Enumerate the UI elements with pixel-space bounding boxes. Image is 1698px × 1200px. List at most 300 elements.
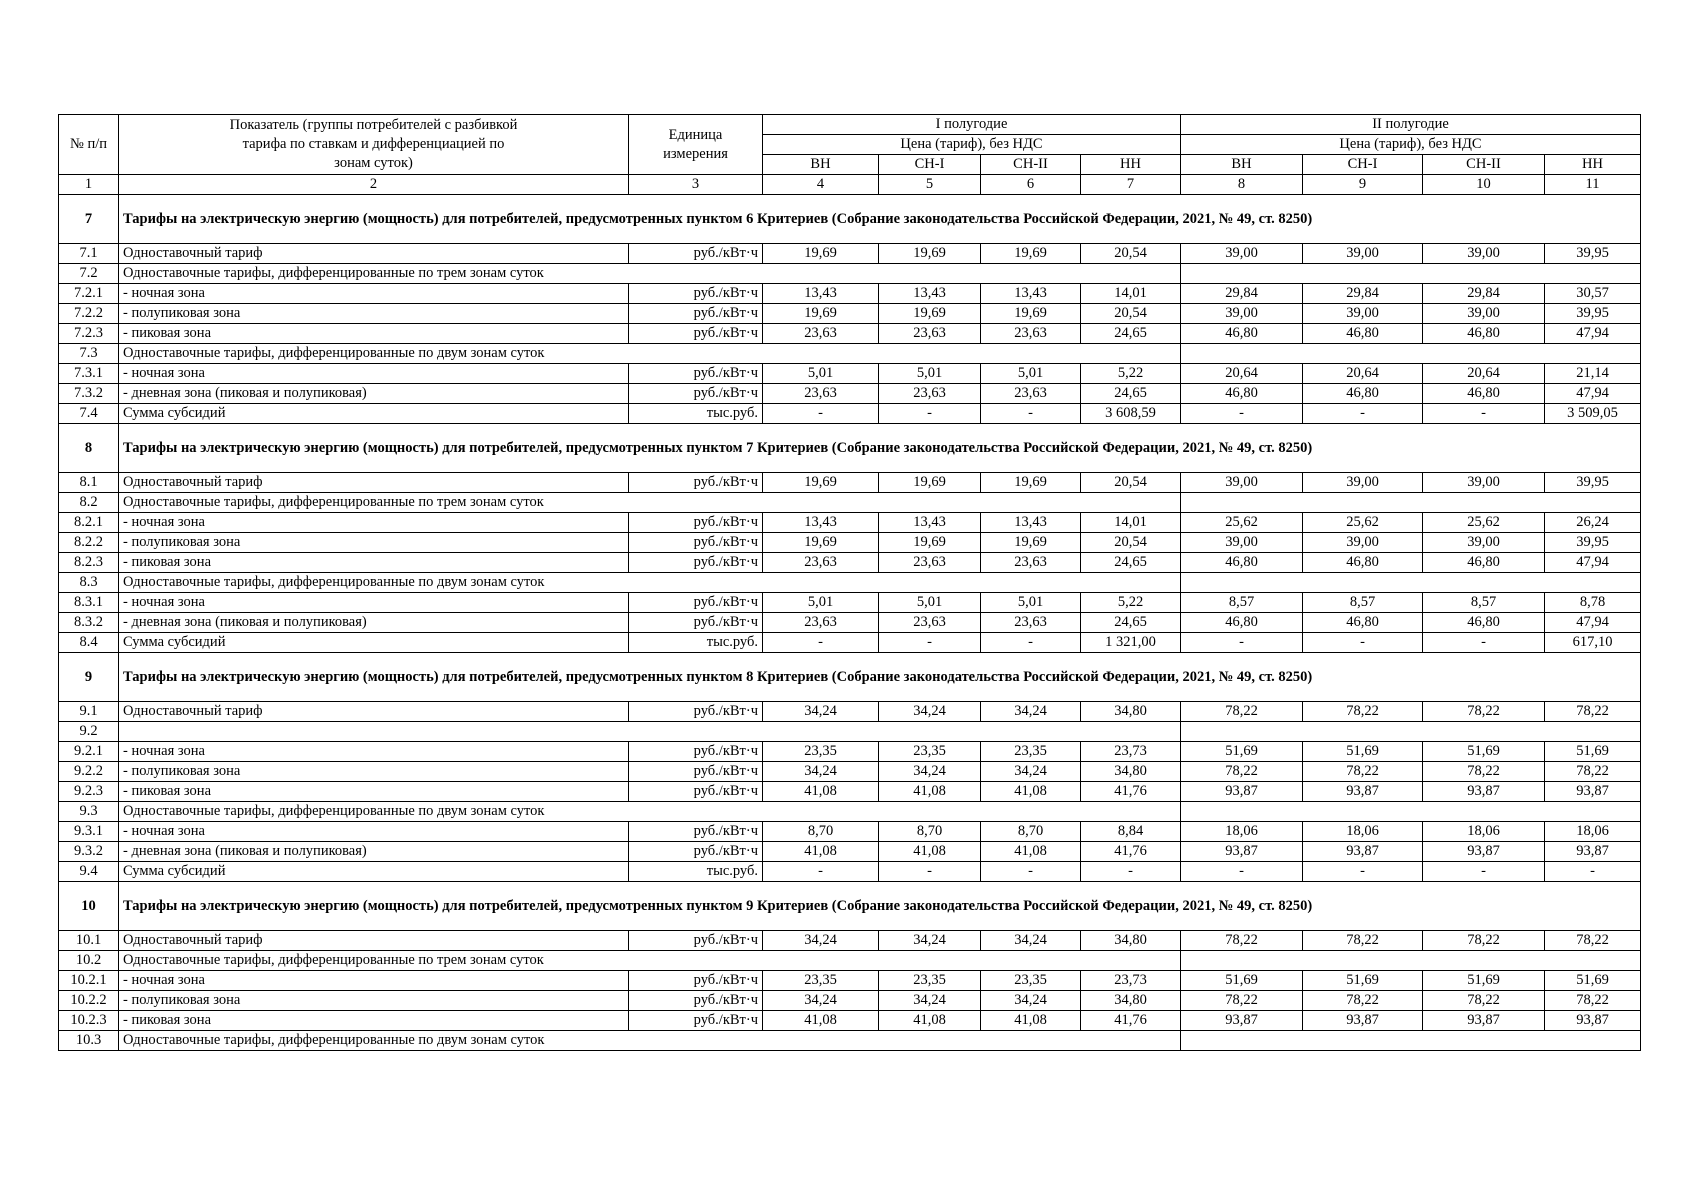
- value-cell: 78,22: [1423, 702, 1545, 722]
- value-cell: 41,08: [879, 1011, 981, 1031]
- row-unit: тыс.руб.: [629, 862, 763, 882]
- column-number: 11: [1545, 175, 1641, 195]
- value-cell: -: [1181, 862, 1303, 882]
- value-cell: 13,43: [981, 513, 1081, 533]
- group-empty: [1181, 1031, 1641, 1051]
- value-cell: 23,63: [879, 553, 981, 573]
- value-cell: 30,57: [1545, 284, 1641, 304]
- value-cell: 39,00: [1181, 533, 1303, 553]
- row-indicator: - ночная зона: [119, 971, 629, 991]
- value-cell: 39,00: [1181, 473, 1303, 493]
- value-cell: 23,63: [879, 324, 981, 344]
- value-cell: 5,01: [763, 593, 879, 613]
- row-indicator: Сумма субсидий: [119, 862, 629, 882]
- row-unit: руб./кВт·ч: [629, 593, 763, 613]
- value-cell: 39,00: [1303, 473, 1423, 493]
- value-cell: -: [1303, 404, 1423, 424]
- value-cell: 23,35: [763, 971, 879, 991]
- value-cell: 14,01: [1081, 284, 1181, 304]
- value-cell: 39,00: [1423, 244, 1545, 264]
- value-cell: 14,01: [1081, 513, 1181, 533]
- value-cell: 18,06: [1303, 822, 1423, 842]
- column-number: 4: [763, 175, 879, 195]
- header-half1: I полугодие: [763, 115, 1181, 135]
- value-cell: 19,69: [763, 244, 879, 264]
- row-number: 8.3: [59, 573, 119, 593]
- value-cell: 78,22: [1545, 991, 1641, 1011]
- value-cell: 25,62: [1181, 513, 1303, 533]
- row-number: 9.3: [59, 802, 119, 822]
- value-cell: 19,69: [763, 473, 879, 493]
- value-cell: -: [1181, 633, 1303, 653]
- group-label: Одноставочные тарифы, дифференцированные по двум зонам суток: [119, 802, 1181, 822]
- group-label: Одноставочные тарифы, дифференцированные по трем зонам суток: [119, 951, 1181, 971]
- table-row: [59, 364, 1641, 384]
- row-indicator: - полупиковая зона: [119, 304, 629, 324]
- row-unit: руб./кВт·ч: [629, 324, 763, 344]
- value-cell: 13,43: [879, 284, 981, 304]
- group-empty: [1181, 344, 1641, 364]
- value-cell: 13,43: [879, 513, 981, 533]
- value-cell: -: [1423, 862, 1545, 882]
- section-number: 9: [59, 653, 119, 702]
- row-number: 9.3.1: [59, 822, 119, 842]
- value-cell: 41,08: [981, 782, 1081, 802]
- value-cell: 46,80: [1303, 324, 1423, 344]
- value-cell: 78,22: [1545, 931, 1641, 951]
- row-indicator: - пиковая зона: [119, 553, 629, 573]
- row-indicator: Одноставочный тариф: [119, 244, 629, 264]
- row-unit: руб./кВт·ч: [629, 533, 763, 553]
- value-cell: 34,24: [981, 762, 1081, 782]
- row-unit: руб./кВт·ч: [629, 842, 763, 862]
- header-level: ВН: [1181, 155, 1303, 175]
- value-cell: 5,01: [879, 364, 981, 384]
- value-cell: 20,64: [1303, 364, 1423, 384]
- value-cell: 24,65: [1081, 324, 1181, 344]
- value-cell: 23,35: [981, 742, 1081, 762]
- value-cell: 34,80: [1081, 991, 1181, 1011]
- value-cell: -: [1545, 862, 1641, 882]
- row-number: 9.3.2: [59, 842, 119, 862]
- value-cell: 39,00: [1423, 304, 1545, 324]
- group-row: [59, 1031, 1641, 1051]
- section-row: [59, 653, 1641, 702]
- value-cell: 23,63: [879, 613, 981, 633]
- value-cell: 23,35: [763, 742, 879, 762]
- value-cell: -: [1303, 633, 1423, 653]
- table-row: [59, 404, 1641, 424]
- value-cell: 23,63: [763, 384, 879, 404]
- value-cell: 78,22: [1423, 991, 1545, 1011]
- table-row: [59, 633, 1641, 653]
- row-number: 8.2.1: [59, 513, 119, 533]
- value-cell: -: [981, 404, 1081, 424]
- row-number: 8.2.2: [59, 533, 119, 553]
- value-cell: 34,80: [1081, 931, 1181, 951]
- row-unit: руб./кВт·ч: [629, 971, 763, 991]
- value-cell: 93,87: [1545, 1011, 1641, 1031]
- value-cell: -: [1081, 862, 1181, 882]
- section-number: 8: [59, 424, 119, 473]
- value-cell: 41,08: [763, 782, 879, 802]
- value-cell: 39,95: [1545, 473, 1641, 493]
- value-cell: 8,57: [1303, 593, 1423, 613]
- row-number: 10.2.2: [59, 991, 119, 1011]
- section-title: Тарифы на электрическую энергию (мощность) для потребителей, предусмотренных пунктом 6 Критериев (Собрание законодательства Российской Федерации, 2021, № 49, ст. 8250): [119, 195, 1641, 244]
- value-cell: -: [1423, 633, 1545, 653]
- value-cell: 24,65: [1081, 553, 1181, 573]
- header-unit: Единица измерения: [629, 115, 763, 175]
- row-indicator: - дневная зона (пиковая и полупиковая): [119, 384, 629, 404]
- value-cell: 23,63: [981, 324, 1081, 344]
- value-cell: 46,80: [1303, 613, 1423, 633]
- value-cell: 51,69: [1545, 742, 1641, 762]
- row-indicator: - пиковая зона: [119, 782, 629, 802]
- row-number: 7.3.2: [59, 384, 119, 404]
- row-indicator: - ночная зона: [119, 593, 629, 613]
- value-cell: 18,06: [1545, 822, 1641, 842]
- value-cell: 23,63: [763, 324, 879, 344]
- group-row: [59, 264, 1641, 284]
- value-cell: 25,62: [1423, 513, 1545, 533]
- table-row: [59, 473, 1641, 493]
- value-cell: 51,69: [1545, 971, 1641, 991]
- table-row: [59, 931, 1641, 951]
- value-cell: 34,80: [1081, 762, 1181, 782]
- value-cell: -: [763, 862, 879, 882]
- header-level: НН: [1081, 155, 1181, 175]
- value-cell: 20,54: [1081, 473, 1181, 493]
- row-indicator: Одноставочный тариф: [119, 473, 629, 493]
- value-cell: 8,78: [1545, 593, 1641, 613]
- value-cell: 51,69: [1181, 742, 1303, 762]
- row-unit: руб./кВт·ч: [629, 513, 763, 533]
- section-row: [59, 195, 1641, 244]
- value-cell: -: [981, 862, 1081, 882]
- row-number: 9.2: [59, 722, 119, 742]
- value-cell: 34,24: [879, 762, 981, 782]
- value-cell: -: [879, 633, 981, 653]
- value-cell: 5,01: [981, 364, 1081, 384]
- value-cell: 23,63: [763, 553, 879, 573]
- value-cell: 93,87: [1303, 842, 1423, 862]
- row-indicator: Одноставочный тариф: [119, 702, 629, 722]
- value-cell: 19,69: [981, 244, 1081, 264]
- column-number: 6: [981, 175, 1081, 195]
- value-cell: 8,57: [1181, 593, 1303, 613]
- table-row: [59, 782, 1641, 802]
- row-indicator: - ночная зона: [119, 822, 629, 842]
- header-level: ВН: [763, 155, 879, 175]
- table-row: [59, 842, 1641, 862]
- row-unit: руб./кВт·ч: [629, 1011, 763, 1031]
- value-cell: 93,87: [1303, 1011, 1423, 1031]
- row-number: 10.2.1: [59, 971, 119, 991]
- row-unit: руб./кВт·ч: [629, 244, 763, 264]
- value-cell: 51,69: [1303, 971, 1423, 991]
- column-number-row: [59, 175, 1641, 195]
- value-cell: 39,00: [1181, 304, 1303, 324]
- table-row: [59, 513, 1641, 533]
- group-label: Одноставочные тарифы, дифференцированные по трем зонам суток: [119, 264, 1181, 284]
- table-row: [59, 971, 1641, 991]
- value-cell: 78,22: [1181, 931, 1303, 951]
- row-unit: руб./кВт·ч: [629, 304, 763, 324]
- value-cell: 20,64: [1181, 364, 1303, 384]
- column-number: 3: [629, 175, 763, 195]
- value-cell: -: [763, 633, 879, 653]
- row-indicator: - пиковая зона: [119, 324, 629, 344]
- value-cell: 23,73: [1081, 742, 1181, 762]
- value-cell: 78,22: [1303, 762, 1423, 782]
- value-cell: 21,14: [1545, 364, 1641, 384]
- value-cell: 34,24: [763, 702, 879, 722]
- header-level: СН-II: [981, 155, 1081, 175]
- group-label: Одноставочные тарифы, дифференцированные по трем зонам суток: [119, 493, 1181, 513]
- value-cell: 23,63: [763, 613, 879, 633]
- value-cell: 20,54: [1081, 304, 1181, 324]
- table-row: [59, 613, 1641, 633]
- row-indicator: - ночная зона: [119, 742, 629, 762]
- row-number: 10.1: [59, 931, 119, 951]
- value-cell: 23,35: [981, 971, 1081, 991]
- value-cell: 8,57: [1423, 593, 1545, 613]
- row-indicator: Сумма субсидий: [119, 404, 629, 424]
- header-level: СН-II: [1423, 155, 1545, 175]
- value-cell: 46,80: [1181, 384, 1303, 404]
- row-unit: руб./кВт·ч: [629, 991, 763, 1011]
- row-indicator: Одноставочный тариф: [119, 931, 629, 951]
- value-cell: 23,35: [879, 742, 981, 762]
- row-unit: руб./кВт·ч: [629, 364, 763, 384]
- value-cell: 93,87: [1545, 782, 1641, 802]
- row-indicator: - ночная зона: [119, 284, 629, 304]
- group-label: [119, 722, 1181, 742]
- group-empty: [1181, 264, 1641, 284]
- row-number: 10.2: [59, 951, 119, 971]
- value-cell: 41,08: [981, 1011, 1081, 1031]
- value-cell: 19,69: [879, 533, 981, 553]
- tariff-document: [58, 114, 1640, 1141]
- value-cell: 78,22: [1181, 702, 1303, 722]
- column-number: 8: [1181, 175, 1303, 195]
- value-cell: 5,01: [763, 364, 879, 384]
- group-label: Одноставочные тарифы, дифференцированные по двум зонам суток: [119, 1031, 1181, 1051]
- table-row: [59, 384, 1641, 404]
- table-row: [59, 593, 1641, 613]
- section-title: Тарифы на электрическую энергию (мощность) для потребителей, предусмотренных пунктом 9 Критериев (Собрание законодательства Российской Федерации, 2021, № 49, ст. 8250): [119, 882, 1641, 931]
- header-level: НН: [1545, 155, 1641, 175]
- value-cell: 8,70: [981, 822, 1081, 842]
- group-row: [59, 722, 1641, 742]
- row-number: 7.3: [59, 344, 119, 364]
- value-cell: 47,94: [1545, 613, 1641, 633]
- value-cell: 47,94: [1545, 324, 1641, 344]
- table-row: [59, 553, 1641, 573]
- value-cell: 24,65: [1081, 613, 1181, 633]
- value-cell: 78,22: [1423, 931, 1545, 951]
- value-cell: -: [1303, 862, 1423, 882]
- row-unit: руб./кВт·ч: [629, 384, 763, 404]
- row-unit: руб./кВт·ч: [629, 782, 763, 802]
- value-cell: 78,22: [1423, 762, 1545, 782]
- value-cell: 93,87: [1423, 842, 1545, 862]
- value-cell: 8,84: [1081, 822, 1181, 842]
- value-cell: 23,73: [1081, 971, 1181, 991]
- value-cell: 19,69: [879, 473, 981, 493]
- value-cell: 20,54: [1081, 533, 1181, 553]
- tariff-table: [58, 114, 1641, 1051]
- value-cell: 39,95: [1545, 244, 1641, 264]
- value-cell: 23,35: [879, 971, 981, 991]
- group-empty: [1181, 493, 1641, 513]
- row-unit: руб./кВт·ч: [629, 553, 763, 573]
- header-level: СН-I: [879, 155, 981, 175]
- value-cell: -: [1181, 404, 1303, 424]
- section-number: 10: [59, 882, 119, 931]
- value-cell: 93,87: [1423, 782, 1545, 802]
- group-row: [59, 802, 1641, 822]
- table-row: [59, 324, 1641, 344]
- row-indicator: - ночная зона: [119, 513, 629, 533]
- header-num: № п/п: [59, 115, 119, 175]
- value-cell: 78,22: [1303, 702, 1423, 722]
- value-cell: 3 509,05: [1545, 404, 1641, 424]
- value-cell: 39,95: [1545, 533, 1641, 553]
- value-cell: 78,22: [1181, 991, 1303, 1011]
- value-cell: 23,63: [981, 384, 1081, 404]
- value-cell: 46,80: [1181, 553, 1303, 573]
- row-unit: руб./кВт·ч: [629, 613, 763, 633]
- value-cell: 29,84: [1303, 284, 1423, 304]
- row-number: 10.3: [59, 1031, 119, 1051]
- value-cell: -: [763, 404, 879, 424]
- row-unit: тыс.руб.: [629, 633, 763, 653]
- table-row: [59, 244, 1641, 264]
- value-cell: 47,94: [1545, 553, 1641, 573]
- value-cell: 41,08: [879, 842, 981, 862]
- row-number: 8.2.3: [59, 553, 119, 573]
- value-cell: 8,70: [763, 822, 879, 842]
- row-number: 9.2.3: [59, 782, 119, 802]
- row-number: 10.2.3: [59, 1011, 119, 1031]
- row-number: 7.2.3: [59, 324, 119, 344]
- value-cell: 5,22: [1081, 364, 1181, 384]
- value-cell: 18,06: [1181, 822, 1303, 842]
- value-cell: 93,87: [1181, 842, 1303, 862]
- value-cell: 93,87: [1181, 1011, 1303, 1031]
- column-number: 9: [1303, 175, 1423, 195]
- value-cell: 29,84: [1423, 284, 1545, 304]
- value-cell: 46,80: [1181, 613, 1303, 633]
- row-number: 7.2.1: [59, 284, 119, 304]
- row-number: 8.1: [59, 473, 119, 493]
- value-cell: 5,01: [981, 593, 1081, 613]
- value-cell: 46,80: [1423, 613, 1545, 633]
- value-cell: 93,87: [1545, 842, 1641, 862]
- row-unit: руб./кВт·ч: [629, 931, 763, 951]
- value-cell: 29,84: [1181, 284, 1303, 304]
- value-cell: 20,64: [1423, 364, 1545, 384]
- table-row: [59, 1011, 1641, 1031]
- row-number: 8.3.1: [59, 593, 119, 613]
- row-indicator: - полупиковая зона: [119, 533, 629, 553]
- row-number: 7.2: [59, 264, 119, 284]
- table-row: [59, 533, 1641, 553]
- group-empty: [1181, 951, 1641, 971]
- value-cell: 26,24: [1545, 513, 1641, 533]
- value-cell: 93,87: [1303, 782, 1423, 802]
- value-cell: 46,80: [1181, 324, 1303, 344]
- table-row: [59, 822, 1641, 842]
- value-cell: 19,69: [981, 473, 1081, 493]
- table-row: [59, 702, 1641, 722]
- table-row: [59, 991, 1641, 1011]
- value-cell: 5,22: [1081, 593, 1181, 613]
- header-price2: Цена (тариф), без НДС: [1181, 135, 1641, 155]
- value-cell: 19,69: [879, 304, 981, 324]
- row-number: 9.2.1: [59, 742, 119, 762]
- value-cell: 34,24: [981, 991, 1081, 1011]
- value-cell: 23,63: [981, 553, 1081, 573]
- value-cell: 51,69: [1303, 742, 1423, 762]
- value-cell: 19,69: [763, 533, 879, 553]
- section-number: 7: [59, 195, 119, 244]
- value-cell: 23,63: [879, 384, 981, 404]
- value-cell: -: [981, 633, 1081, 653]
- tariff-table-body: [59, 115, 1641, 1051]
- header-row: [59, 115, 1641, 135]
- value-cell: 34,24: [879, 931, 981, 951]
- header-half2: II полугодие: [1181, 115, 1641, 135]
- value-cell: 34,24: [879, 702, 981, 722]
- row-indicator: - полупиковая зона: [119, 762, 629, 782]
- value-cell: 46,80: [1423, 324, 1545, 344]
- value-cell: 41,08: [763, 1011, 879, 1031]
- value-cell: 46,80: [1423, 384, 1545, 404]
- value-cell: 34,80: [1081, 702, 1181, 722]
- row-number: 7.4: [59, 404, 119, 424]
- row-number: 8.3.2: [59, 613, 119, 633]
- value-cell: 41,08: [981, 842, 1081, 862]
- row-indicator: Сумма субсидий: [119, 633, 629, 653]
- table-row: [59, 742, 1641, 762]
- value-cell: 20,54: [1081, 244, 1181, 264]
- value-cell: 51,69: [1423, 742, 1545, 762]
- value-cell: 8,70: [879, 822, 981, 842]
- column-number: 5: [879, 175, 981, 195]
- section-title: Тарифы на электрическую энергию (мощность) для потребителей, предусмотренных пунктом 8 Критериев (Собрание законодательства Российской Федерации, 2021, № 49, ст. 8250): [119, 653, 1641, 702]
- group-row: [59, 493, 1641, 513]
- row-number: 9.4: [59, 862, 119, 882]
- value-cell: 46,80: [1303, 553, 1423, 573]
- group-empty: [1181, 802, 1641, 822]
- table-row: [59, 862, 1641, 882]
- group-empty: [1181, 722, 1641, 742]
- value-cell: 41,76: [1081, 782, 1181, 802]
- row-unit: руб./кВт·ч: [629, 762, 763, 782]
- value-cell: 47,94: [1545, 384, 1641, 404]
- value-cell: 19,69: [879, 244, 981, 264]
- value-cell: 41,08: [763, 842, 879, 862]
- row-indicator: - ночная зона: [119, 364, 629, 384]
- value-cell: 46,80: [1303, 384, 1423, 404]
- value-cell: 34,24: [981, 702, 1081, 722]
- value-cell: 78,22: [1303, 991, 1423, 1011]
- value-cell: 41,76: [1081, 1011, 1181, 1031]
- section-row: [59, 882, 1641, 931]
